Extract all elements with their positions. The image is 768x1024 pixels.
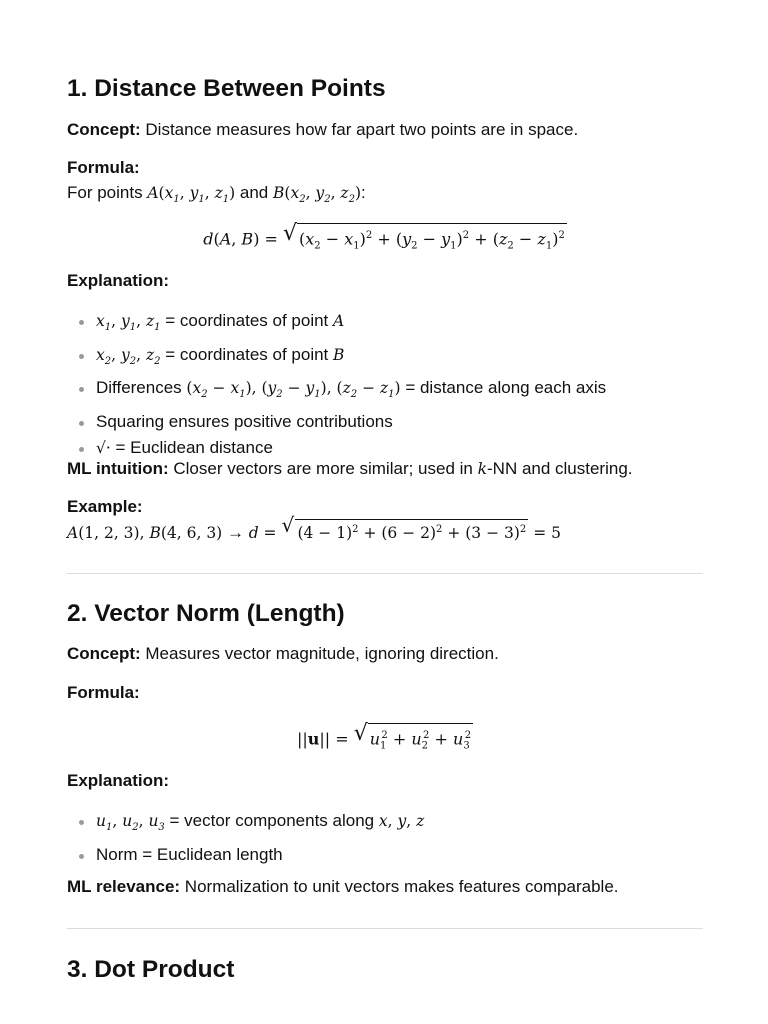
list-item-text: = vector components along bbox=[164, 811, 379, 830]
section-1-ml-intuition: ML intuition: Closer vectors are more similar; used in k-NN and clustering. bbox=[67, 459, 633, 478]
formula-intro-colon: : bbox=[361, 183, 366, 202]
list-item: $u_1$, $u_2$, $u_3$ = vector components along x, y, z bbox=[67, 808, 424, 842]
ml-intuition-text: Closer vectors are more similar; used in bbox=[168, 459, 478, 478]
section-1-explanation-label bbox=[67, 270, 169, 292]
list-item-text: Norm = Euclidean length bbox=[96, 844, 283, 864]
concept-label: Concept: bbox=[67, 644, 141, 663]
section-2-heading: 2. Vector Norm (Length) bbox=[67, 600, 345, 627]
section-1-formula-intro: For points $A(x_1$, $y_1$, $z_1$) and $B(x_2$, $y_2$, $z_2$): bbox=[67, 183, 366, 206]
list-item bbox=[67, 842, 424, 869]
section-2-ml-relevance bbox=[67, 876, 619, 898]
section-2-explanation-label bbox=[67, 770, 169, 792]
explanation-label: Explanation: bbox=[67, 271, 170, 290]
explanation-label: Explanation: bbox=[67, 771, 170, 790]
concept-text: Distance measures how far apart two points are in space. bbox=[140, 120, 579, 139]
formula-label: Formula: bbox=[67, 683, 140, 702]
concept-text: Measures vector magnitude, ignoring direction. bbox=[140, 644, 499, 663]
list-item: Differences $(x_2 - x_1)$, $(y_2 - y_1)$, $(z_2 - z_1)$ = distance along each axis bbox=[67, 375, 606, 409]
list-item-text: = coordinates of point bbox=[160, 344, 334, 364]
formula-label: Formula: bbox=[67, 158, 140, 177]
sqrt-icon: √· bbox=[96, 439, 111, 458]
list-item-text: = coordinates of point bbox=[160, 311, 334, 330]
example-label: Example: bbox=[67, 497, 143, 516]
section-1-heading: 1. Distance Between Points bbox=[67, 75, 386, 102]
list-item-text: Squaring ensures positive contributions bbox=[96, 411, 393, 431]
ml-intuition-label: ML intuition: bbox=[67, 459, 169, 478]
section-2-explanation-list bbox=[67, 808, 424, 868]
sqrt-symbol: √ $(x_2 - x_1)^2 + (y_2 - y_1)^2 + (z_2 - z_1)^2$ bbox=[283, 223, 567, 259]
concept-label: Concept: bbox=[67, 120, 141, 139]
formula-intro-and: and bbox=[235, 183, 273, 202]
list-item-text: = distance along each axis bbox=[400, 378, 607, 398]
math-point-a: A bbox=[147, 184, 159, 202]
ml-relevance-text: Normalization to unit vectors makes features comparable. bbox=[180, 877, 619, 896]
section-1-explanation-list bbox=[67, 308, 606, 462]
section-2-concept bbox=[67, 643, 499, 665]
section-divider bbox=[67, 573, 703, 574]
section-divider bbox=[67, 928, 703, 929]
section-1-example-label bbox=[67, 496, 143, 518]
section-1-concept bbox=[67, 119, 578, 141]
ml-relevance-label: ML relevance: bbox=[67, 877, 181, 896]
list-item bbox=[67, 409, 606, 436]
section-2-formula-label bbox=[67, 682, 140, 704]
list-item: $x_2$, $y_2$, $z_2$ = coordinates of point B bbox=[67, 342, 606, 376]
formula-intro-text: For points bbox=[67, 183, 148, 202]
list-item-text: = Euclidean distance bbox=[110, 438, 273, 458]
list-item-text: Differences bbox=[96, 378, 187, 398]
distance-formula: d(A, B) = √ $(x_2 - x_1)^2 + (y_2 - y_1)^2 + (z_2 - z_1)^2$ bbox=[67, 223, 703, 259]
section-1-example: A(1, 2, 3), B(4, 6, 3) → d = √ $(4 - 1)^2 + (6 - 2)^2 + (3 - 3)^2 = 5$ bbox=[67, 513, 561, 543]
section-3-heading: 3. Dot Product bbox=[67, 956, 235, 983]
section-1-formula-label bbox=[67, 157, 140, 179]
ml-intuition-suffix: -NN and clustering. bbox=[487, 459, 633, 478]
list-item: $x_1$, $y_1$, $z_1$ = coordinates of point A bbox=[67, 308, 606, 342]
norm-formula: ||u|| = √ $u_1^2 + u_2^2 + u_3^2$ bbox=[67, 723, 703, 759]
math-point-b: B bbox=[272, 184, 285, 202]
